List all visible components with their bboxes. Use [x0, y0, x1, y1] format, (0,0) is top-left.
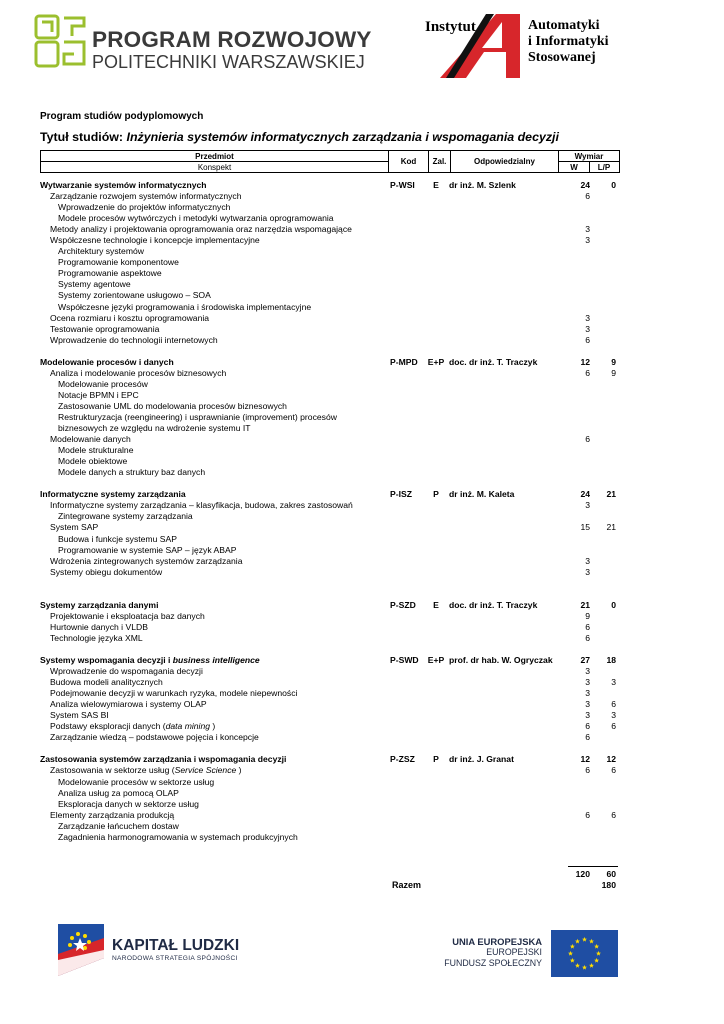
- row-name-text: Architektury systemów: [58, 246, 144, 257]
- header-odpowiedzialny-cell: [451, 151, 559, 172]
- eu-line3: FUNDUSZ SPOŁECZNY: [444, 958, 542, 968]
- row-name: [58, 456, 127, 467]
- row-name: [58, 423, 251, 434]
- row-lp: 3: [611, 710, 616, 721]
- header-konspekt: Konspekt: [197, 163, 232, 172]
- subtopic-row: [0, 401, 724, 412]
- row-odpowiedzialny: dr inż. M. Kaleta: [449, 489, 515, 500]
- institute-word-stosowanej: Stosowanej: [528, 50, 596, 65]
- row-name: [58, 390, 139, 401]
- header-kod-cell: [389, 151, 429, 172]
- row-name-italic: Service Science: [174, 765, 237, 776]
- subtopic-row: [0, 379, 724, 390]
- row-lp: 6: [611, 721, 616, 732]
- row-w: 3: [585, 555, 590, 566]
- blank-row: [0, 478, 724, 489]
- row-name: [40, 754, 286, 765]
- row-name: [50, 324, 159, 335]
- row-name-text: Wprowadzenie do projektów informatycznych: [58, 202, 231, 213]
- header-zal: Zal.: [432, 157, 447, 166]
- row-name-text: Wprowadzenie do wspomagania decyzji: [50, 666, 203, 677]
- row-lp: 12: [606, 754, 616, 765]
- row-name-suffix: ): [236, 765, 242, 776]
- row-lp: 6: [611, 809, 616, 820]
- row-name: [58, 401, 287, 412]
- subtopic-row: [0, 821, 724, 832]
- row-name-text: Zastosowania w sektorze usług (: [50, 765, 175, 776]
- row-name: [50, 765, 242, 776]
- row-name: [58, 832, 298, 843]
- row-name-text: Systemy obiegu dokumentów: [50, 566, 163, 577]
- subtopic-row: [0, 534, 724, 545]
- topic-row: [0, 677, 724, 688]
- institute-logo: [422, 10, 632, 82]
- institute-word-instytut: Instytut: [425, 19, 476, 35]
- topic-row: [0, 335, 724, 346]
- row-name: [50, 224, 352, 235]
- row-kod: P-ISZ: [390, 489, 412, 500]
- row-name-text: Elementy zarządzania produkcją: [50, 809, 175, 820]
- header-wymiar-cell: [559, 151, 619, 172]
- header-kod: Kod: [400, 157, 417, 166]
- topic-row: [0, 500, 724, 511]
- row-zal: P: [433, 754, 439, 765]
- row-name-text: Modele strukturalne: [58, 445, 134, 456]
- row-name: [58, 788, 179, 799]
- row-name-text: Zarządzanie wiedzą – podstawowe pojęcia i koncepcje: [50, 732, 259, 743]
- row-name: [50, 500, 353, 511]
- row-name: [50, 622, 148, 633]
- topic-row: [0, 522, 724, 533]
- header-odpowiedzialny: Odpowiedzialny: [474, 157, 535, 166]
- row-name-text: Programowanie aspektowe: [58, 268, 162, 279]
- total-w: 120: [575, 869, 590, 879]
- row-name: [58, 445, 133, 456]
- row-lp: 9: [611, 356, 616, 367]
- row-name: [58, 202, 230, 213]
- topic-row: [0, 810, 724, 821]
- subtopic-row: [0, 799, 724, 810]
- row-name-text: Wytwarzanie systemów informatycznych: [40, 180, 207, 190]
- row-name: [50, 721, 215, 732]
- row-name-suffix: ): [210, 721, 216, 732]
- header-wymiar: Wymiar: [574, 152, 604, 161]
- blank-row: [0, 743, 724, 754]
- subtopic-row: [0, 777, 724, 788]
- row-name: [50, 434, 131, 445]
- topic-row: [0, 666, 724, 677]
- row-name: [58, 379, 148, 390]
- row-name-text: Notacje BPMN i EPC: [58, 389, 139, 400]
- row-w: 3: [585, 666, 590, 677]
- row-name-text: Programowanie w systemie SAP – język ABAP: [58, 544, 237, 555]
- row-name-text: System SAP: [50, 522, 99, 533]
- subtopic-row: [0, 445, 724, 456]
- topic-row: [0, 622, 724, 633]
- topic-row: [0, 688, 724, 699]
- totals-divider: [568, 866, 618, 867]
- row-name-text: Budowa i funkcje systemu SAP: [58, 533, 177, 544]
- row-name: [40, 489, 186, 500]
- row-name-text: Zastosowanie UML do modelowania procesów biznesowych: [58, 400, 287, 411]
- row-name-text: Wprowadzenie do technologii internetowych: [50, 334, 218, 345]
- program-rozwojowy-emblem-icon: [34, 14, 90, 70]
- row-w: 3: [585, 677, 590, 688]
- row-name: [50, 235, 260, 246]
- row-w: 6: [585, 434, 590, 445]
- row-zal: E+P: [427, 655, 445, 666]
- subtopic-row: [0, 412, 724, 423]
- topic-row: [0, 765, 724, 776]
- subtopic-row: [0, 246, 724, 257]
- row-name-text: Modele procesów wytwórczych i metodyki wytwarzania oprogramowania: [58, 213, 334, 224]
- row-name: [58, 290, 211, 301]
- row-name: [40, 357, 174, 368]
- total-lp: 60: [606, 869, 616, 879]
- program-rozwojowy-title: PROGRAM ROZWOJOWY: [92, 27, 372, 52]
- row-name-text: Analiza usług za pomocą OLAP: [58, 787, 179, 798]
- eu-text: [430, 936, 542, 969]
- row-name: [50, 666, 203, 677]
- row-lp: 18: [606, 655, 616, 666]
- row-name-text: Modelowanie procesów i danych: [40, 356, 174, 367]
- row-name: [50, 191, 242, 202]
- row-lp: 21: [606, 489, 616, 500]
- row-name: [50, 522, 98, 533]
- row-name-text: Metody analizy i projektowania oprogramowania oraz narzędzia wspomagające: [50, 224, 352, 235]
- topic-row: [0, 191, 724, 202]
- kapital-ludzki-title: KAPITAŁ LUDZKI: [112, 937, 240, 954]
- row-name-text: Hurtownie danych i VLDB: [50, 621, 148, 632]
- row-name-text: Systemy zarządzania danymi: [40, 599, 159, 610]
- title-prefix: Tytuł studiów:: [40, 130, 127, 144]
- row-w: 12: [580, 356, 590, 367]
- row-kod: P-SZD: [390, 599, 416, 610]
- row-name-text: Modele obiektowe: [58, 456, 128, 467]
- topic-row: [0, 324, 724, 335]
- row-w: 3: [585, 323, 590, 334]
- subtopic-row: [0, 290, 724, 301]
- row-name-text: Budowa modeli analitycznych: [50, 677, 163, 688]
- row-name-text: Informatyczne systemy zarządzania: [40, 489, 186, 500]
- subtopic-row: [0, 390, 724, 401]
- row-w: 3: [585, 312, 590, 323]
- row-w: 6: [585, 721, 590, 732]
- row-w: 6: [585, 732, 590, 743]
- subtopic-row: [0, 202, 724, 213]
- razem-label: Razem: [392, 880, 422, 890]
- eu-line2: EUROPEJSKI: [486, 947, 542, 957]
- course-table-body: [0, 180, 724, 843]
- row-name-text: Modelowanie procesów w sektorze usług: [58, 776, 215, 787]
- row-name: [58, 302, 311, 313]
- row-name-text: Restrukturyzacja (reengineering) i usprawnianie (improvement) procesów: [58, 411, 337, 422]
- row-name: [50, 313, 209, 324]
- header-przedmiot-cell: [41, 151, 389, 172]
- row-name-text: Współczesne technologie i koncepcje implementacyjne: [50, 235, 260, 246]
- row-name: [50, 677, 163, 688]
- row-w: 24: [580, 180, 590, 190]
- header-lp: L/P: [597, 163, 611, 172]
- row-name-text: Podejmowanie decyzji w warunkach ryzyka, modele niepewności: [50, 688, 298, 699]
- row-name-italic: data mining: [165, 721, 211, 732]
- institute-word-informatyki: i Informatyki: [528, 34, 609, 49]
- row-w: 15: [580, 522, 590, 533]
- row-name-text: Systemy zorientowane usługowo – SOA: [58, 290, 211, 301]
- row-name-text: Zarządzanie łańcuchem dostaw: [58, 820, 179, 831]
- eu-flag-icon: [551, 930, 618, 977]
- subtopic-row: [0, 832, 724, 843]
- topic-row: [0, 556, 724, 567]
- institute-word-automatyki: Automatyki: [528, 18, 600, 33]
- row-odpowiedzialny: doc. dr inż. T. Traczyk: [449, 599, 538, 610]
- row-w: 9: [585, 610, 590, 621]
- row-name: [50, 611, 205, 622]
- subtopic-row: [0, 545, 724, 556]
- topic-row: [0, 313, 724, 324]
- row-name-text: Analiza i modelowanie procesów biznesowych: [50, 367, 227, 378]
- row-name: [50, 556, 243, 567]
- subject-row: [0, 489, 724, 500]
- row-lp: 0: [611, 180, 616, 190]
- program-rozwojowy-logo: [34, 14, 372, 72]
- row-name-text: Technologie języka XML: [50, 632, 143, 643]
- row-odpowiedzialny: prof. dr hab. W. Ogryczak: [449, 655, 553, 666]
- row-lp: 0: [611, 599, 616, 610]
- row-w: 6: [585, 367, 590, 378]
- subtopic-row: [0, 279, 724, 290]
- row-w: 3: [585, 224, 590, 235]
- row-zal: E: [433, 599, 439, 610]
- subtopic-row: [0, 788, 724, 799]
- subject-row: [0, 600, 724, 611]
- row-name: [58, 511, 193, 522]
- row-kod: P-ZSZ: [390, 754, 415, 765]
- subtopic-row: [0, 213, 724, 224]
- row-name-text: Modele danych a struktury baz danych: [58, 467, 206, 478]
- row-name-text: Zintegrowane systemy zarządzania: [58, 511, 193, 522]
- row-w: 27: [580, 655, 590, 666]
- row-w: 24: [580, 489, 590, 500]
- topic-row: [0, 611, 724, 622]
- row-w: 21: [580, 599, 590, 610]
- row-name: [40, 600, 158, 611]
- row-name-text: Systemy wspomagania decyzji i: [40, 655, 173, 666]
- row-name: [50, 699, 207, 710]
- row-name-text: Podstawy eksploracji danych (: [50, 721, 166, 732]
- blank-row: [0, 578, 724, 589]
- total-sum: 180: [601, 880, 616, 890]
- subtopic-row: [0, 423, 724, 434]
- row-name-text: Systemy agentowe: [58, 279, 131, 290]
- program-rozwojowy-subtitle: POLITECHNIKI WARSZAWSKIEJ: [92, 52, 365, 72]
- eu-line1: UNIA EUROPEJSKA: [452, 936, 542, 947]
- row-name-text: Modelowanie procesów: [58, 378, 148, 389]
- row-name: [50, 710, 109, 721]
- row-name: [50, 567, 162, 578]
- row-kod: P-SWD: [390, 655, 419, 666]
- topic-row: [0, 710, 724, 721]
- row-lp: 6: [611, 765, 616, 776]
- blank-row: [0, 346, 724, 357]
- row-name-italic: business intelligence: [172, 655, 260, 666]
- program-type-label: Program studiów podyplomowych: [40, 111, 204, 122]
- blank-row: [0, 589, 724, 600]
- row-w: 3: [585, 688, 590, 699]
- subtopic-row: [0, 467, 724, 478]
- row-name: [50, 688, 297, 699]
- row-name: [40, 655, 260, 666]
- row-name: [50, 368, 226, 379]
- row-name: [58, 821, 179, 832]
- row-name-text: Projektowanie i eksploatacja baz danych: [50, 610, 205, 621]
- row-w: 6: [585, 809, 590, 820]
- row-name-text: System SAS BI: [50, 710, 109, 721]
- topic-row: [0, 721, 724, 732]
- kapital-ludzki-subtitle: NARODOWA STRATEGIA SPÓJNOŚCI: [112, 955, 238, 962]
- topic-row: [0, 224, 724, 235]
- institute-ia-emblem-icon: [436, 12, 528, 80]
- row-name: [58, 279, 131, 290]
- title-name: Inżynieria systemów informatycznych zarządzania i wspomagania decyzji: [126, 130, 559, 144]
- row-name: [58, 799, 199, 810]
- row-name: [58, 777, 214, 788]
- row-w: 6: [585, 621, 590, 632]
- topic-row: [0, 699, 724, 710]
- row-odpowiedzialny: dr inż. J. Granat: [449, 754, 514, 765]
- row-name-text: Eksploracja danych w sektorze usług: [58, 798, 199, 809]
- row-name: [58, 213, 334, 224]
- row-name-text: Zagadnienia harmonogramowania w systemach produkcyjnych: [58, 831, 298, 842]
- row-name: [50, 732, 259, 743]
- topic-row: [0, 732, 724, 743]
- row-name: [58, 246, 144, 257]
- row-name-text: biznesowych ze względu na wdrożenie systemu IT: [58, 423, 251, 434]
- row-name-text: Programowanie komponentowe: [58, 257, 179, 268]
- topic-row: [0, 633, 724, 644]
- row-name-text: Testowanie oprogramowania: [50, 323, 160, 334]
- subject-row: [0, 180, 724, 191]
- row-zal: E: [433, 180, 439, 190]
- row-name-text: Współczesne języki programowania i środowiska implementacyjne: [58, 301, 312, 312]
- row-w: 6: [585, 334, 590, 345]
- row-kod: P-WSI: [390, 180, 415, 190]
- row-name-text: Modelowanie danych: [50, 434, 131, 445]
- row-name: [50, 810, 174, 821]
- topic-row: [0, 368, 724, 379]
- row-zal: E+P: [427, 356, 445, 367]
- row-lp: 3: [611, 677, 616, 688]
- row-w: 3: [585, 566, 590, 577]
- table-header: [40, 150, 620, 173]
- row-name: [58, 268, 162, 279]
- subject-row: [0, 754, 724, 765]
- row-w: 6: [585, 765, 590, 776]
- row-kod: P-MPD: [390, 356, 418, 367]
- row-w: 3: [585, 500, 590, 511]
- row-lp: 6: [611, 699, 616, 710]
- topic-row: [0, 567, 724, 578]
- subtopic-row: [0, 456, 724, 467]
- row-name-text: Analiza wielowymiarowa i systemy OLAP: [50, 699, 207, 710]
- subtopic-row: [0, 302, 724, 313]
- row-w: 6: [585, 191, 590, 202]
- row-name: [58, 257, 179, 268]
- row-w: 6: [585, 632, 590, 643]
- header-zal-cell: [429, 151, 451, 172]
- row-name: [58, 412, 337, 423]
- subtopic-row: [0, 511, 724, 522]
- row-name-text: Wdrożenia zintegrowanych systemów zarządzania: [50, 555, 243, 566]
- row-zal: P: [433, 489, 439, 500]
- row-w: 3: [585, 699, 590, 710]
- row-name: [58, 545, 236, 556]
- header-w: W: [570, 163, 578, 172]
- page-title: [40, 130, 559, 144]
- row-name: [50, 633, 143, 644]
- header-przedmiot: Przedmiot: [195, 152, 234, 161]
- kapital-ludzki-emblem-icon: [58, 924, 104, 976]
- row-w: 12: [580, 754, 590, 765]
- row-name: [58, 534, 177, 545]
- row-name-text: Ocena rozmiaru i kosztu oprogramowania: [50, 312, 210, 323]
- row-lp: 9: [611, 367, 616, 378]
- row-name-text: Informatyczne systemy zarządzania – klasyfikacja, budowa, zakres zastosowań: [50, 500, 353, 511]
- row-lp: 21: [606, 522, 616, 533]
- subtopic-row: [0, 268, 724, 279]
- row-name-text: Zarządzanie rozwojem systemów informatycznych: [50, 191, 242, 202]
- row-name: [58, 467, 205, 478]
- subject-row: [0, 655, 724, 666]
- topic-row: [0, 434, 724, 445]
- row-w: 3: [585, 710, 590, 721]
- subject-row: [0, 357, 724, 368]
- row-name: [50, 335, 218, 346]
- blank-row: [0, 644, 724, 655]
- topic-row: [0, 235, 724, 246]
- row-odpowiedzialny: dr inż. M. Szlenk: [449, 180, 516, 190]
- subtopic-row: [0, 257, 724, 268]
- row-odpowiedzialny: doc. dr inż. T. Traczyk: [449, 356, 538, 367]
- row-w: 3: [585, 235, 590, 246]
- row-name: [40, 180, 207, 191]
- row-name-text: Zastosowania systemów zarządzania i wspomagania decyzji: [40, 754, 287, 765]
